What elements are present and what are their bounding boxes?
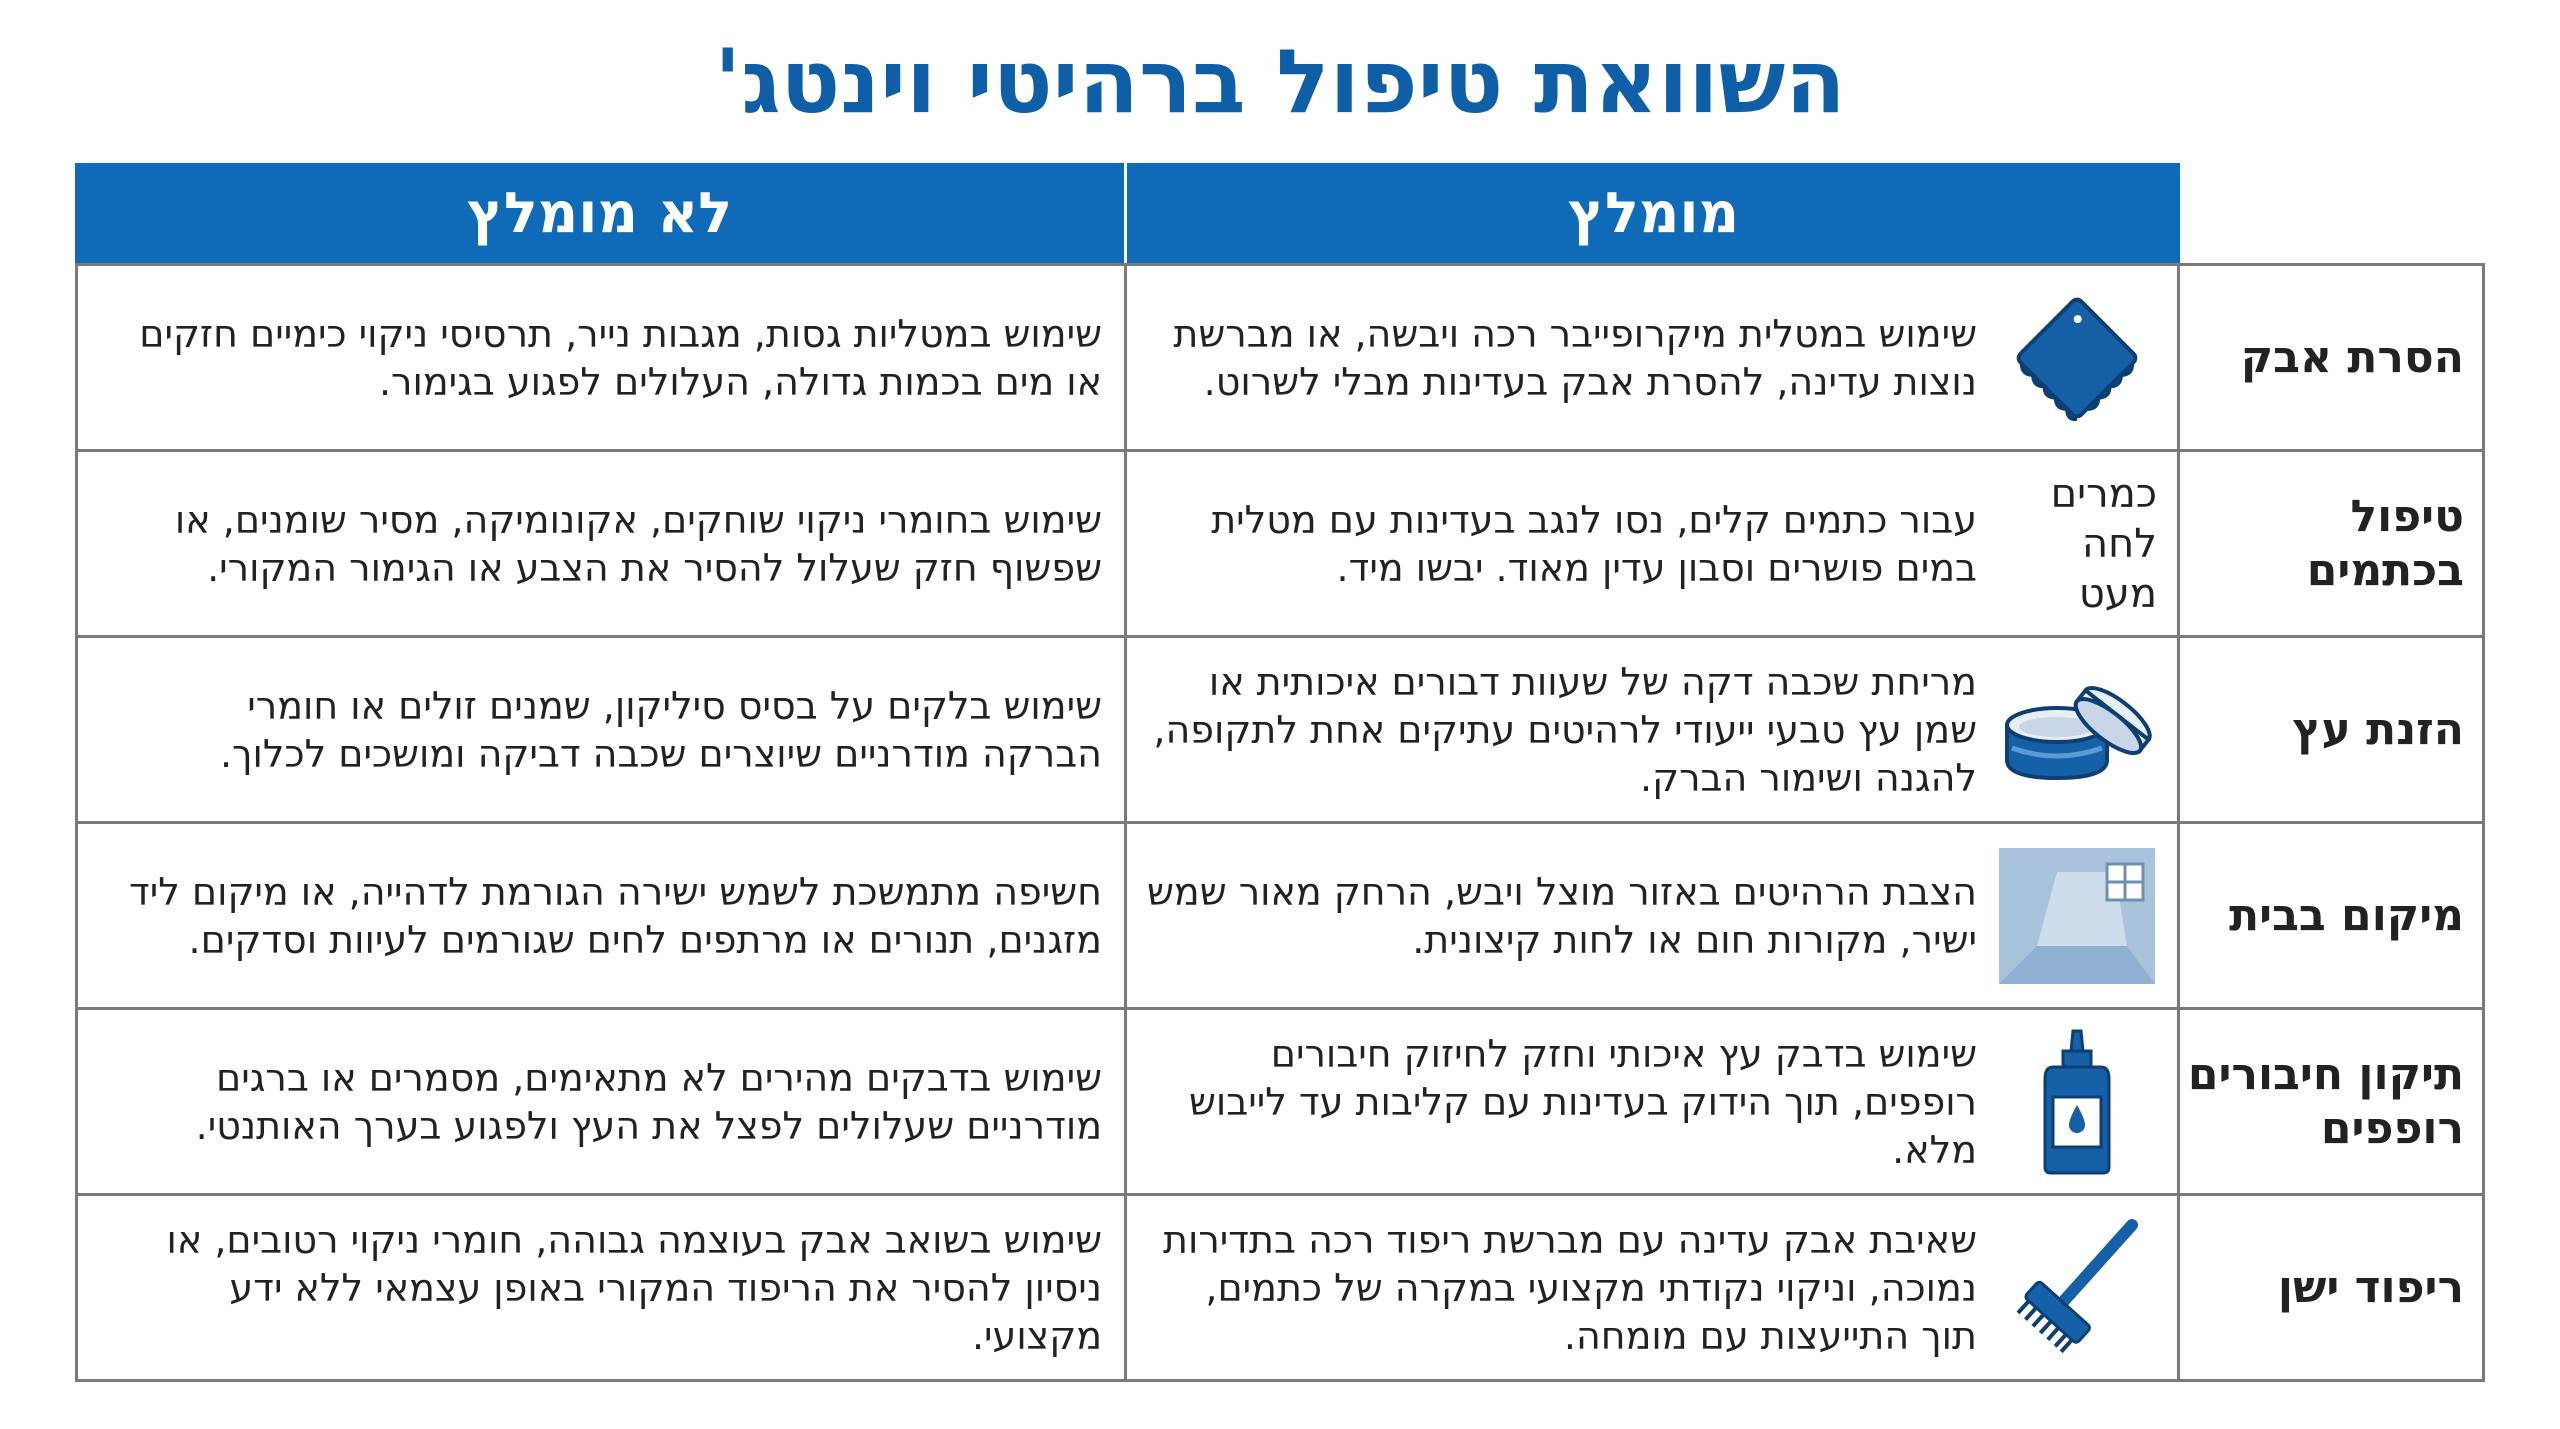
not-recommended-cell [78, 638, 1124, 821]
not-recommended-text: חשיפה מתמשכת לשמש ישירה הגורמת לדהייה, או מיקום ליד מזגנים, תנורים או מרתפים לחים שגורמים לעיוות וסדקים. [128, 869, 1102, 962]
category-cell: הסרת אבק [2177, 266, 2482, 449]
not-recommended-text: שימוש בחומרי ניקוי שוחקים, אקונומיקה, מסיר שומנים, או שפשוף חזק שעלול להסיר את הצבע או הגימור המקורי. [174, 497, 1102, 590]
not-recommended-cell [78, 1010, 1124, 1193]
comparison-table [75, 263, 2485, 1382]
not-recommended-text: שימוש בדבקים מהירים לא מתאימים, מסמרים או ברגים מודרניים שעלולים לפצל את העץ ולפגוע בערך האותנטי. [195, 1055, 1102, 1148]
category-cell: הזנת עץ [2177, 638, 2482, 821]
glue-bottle-icon [1997, 1027, 2157, 1177]
not-recommended-text: שימוש בלקים על בסיס סיליקון, שמנים זולים או חומרי הברקה מודרניים שיוצרים שכבה דביקה ומושכים לכלוך. [220, 683, 1102, 776]
recommended-text: שאיבת אבק עדינה עם מברשת ריפוד רכה בתדירות נמוכה, וניקוי נקודתי מקצועי במקרה של כתמים, תוך התייעצות עם מומחה. [1163, 1217, 1977, 1358]
recommended-text: שימוש בדבק עץ איכותי וחזק לחיזוק חיבורים רופפים, תוך הידוק בעדינות עם קליבות עד לייבוש מלא. [1189, 1031, 1977, 1172]
recommended-cell [1124, 824, 2177, 1007]
not-recommended-cell [78, 452, 1124, 635]
recommended-text: שימוש במטלית מיקרופייבר רכה ויבשה, או מברשת נוצות עדינה, להסרת אבק בעדינות מבלי לשרוט. [1173, 311, 1977, 404]
recommended-cell [1124, 452, 2177, 635]
recommended-text: הצבת הרהיטים באזור מוצל ויבש, הרחק מאור שמש ישיר, מקורות חום או לחות קיצונית. [1146, 869, 1977, 962]
upholstery-brush-icon [1997, 1213, 2157, 1363]
not-recommended-cell [78, 266, 1124, 449]
page-title: השוואת טיפול ברהיטי וינטג' [714, 30, 1846, 133]
not-recommended-cell [78, 1196, 1124, 1379]
recommended-cell [1124, 1196, 2177, 1379]
table-row [78, 1007, 2482, 1193]
category-cell: תיקון חיבורים רופפים [2177, 1010, 2482, 1193]
table-row [78, 263, 2482, 449]
recommended-cell [1124, 638, 2177, 821]
category-cell: מיקום בבית [2177, 824, 2482, 1007]
table-row [78, 635, 2482, 821]
table-row [78, 821, 2482, 1007]
table-row [78, 449, 2482, 635]
icon-label: כמרים לחה מעט [2050, 470, 2157, 617]
category-cell: ריפוד ישן [2177, 1196, 2482, 1379]
table-row [78, 1193, 2482, 1379]
window-light-icon [1997, 841, 2157, 991]
wax-jar-icon [1997, 655, 2157, 805]
cloth-icon [1997, 283, 2157, 433]
not-recommended-cell [78, 824, 1124, 1007]
recommended-cell [1124, 1010, 2177, 1193]
recommended-text: מריחת שכבה דקה של שעוות דבורים איכותית או שמן עץ טבעי ייעודי לרהיטים עתיקים אחת לתקופה, להגנה ושימור הברק. [1153, 659, 1977, 800]
header-recommended: מומלץ [1567, 180, 1740, 246]
recommended-cell [1124, 266, 2177, 449]
not-recommended-text: שימוש במטליות גסות, מגבות נייר, תרסיסי ניקוי כימיים חזקים או מים בכמות גדולה, העלולים לפגוע בגימור. [139, 311, 1102, 404]
header-not-recommended: לא מומלץ [75, 163, 1127, 263]
category-cell: טיפול בכתמים [2177, 452, 2482, 635]
recommended-text: עבור כתמים קלים, נסו לנגב בעדינות עם מטלית במים פושרים וסבון עדין מאוד. יבשו מיד. [1211, 497, 1977, 590]
table-header [75, 163, 2180, 263]
not-recommended-text: שימוש בשואב אבק בעוצמה גבוהה, חומרי ניקוי רטובים, או ניסיון להסיר את הריפוד המקורי באופן עצמאי ללא ידע מקצועי. [166, 1217, 1102, 1358]
